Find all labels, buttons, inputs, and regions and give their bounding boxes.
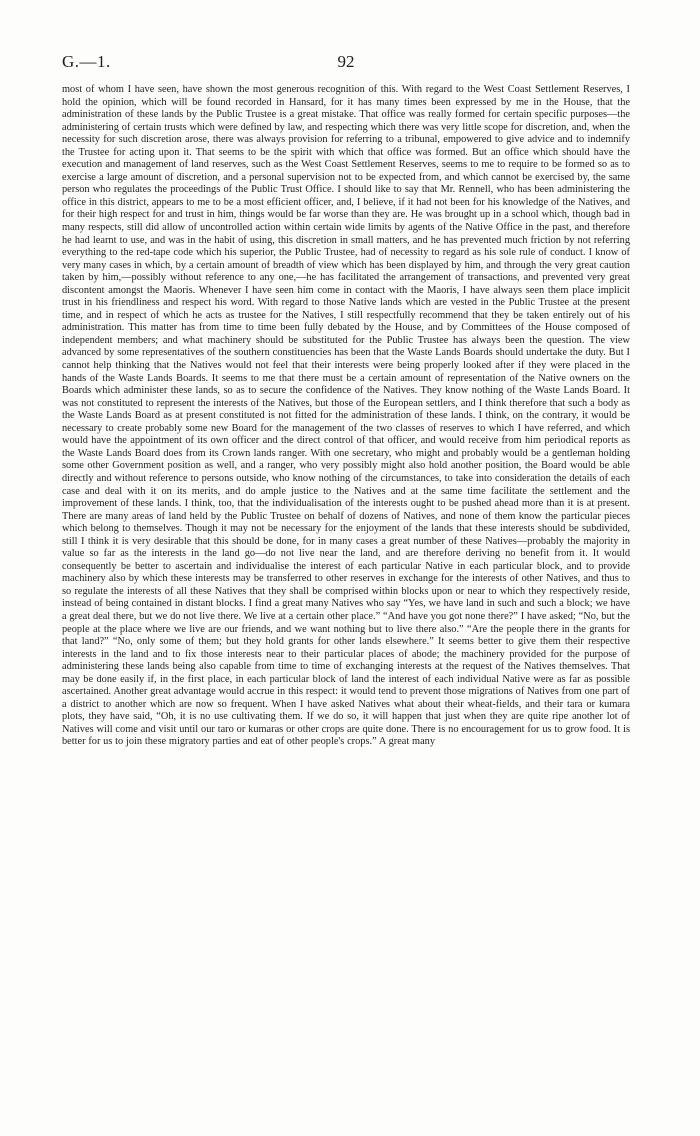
document-code: G.—1. xyxy=(62,52,111,71)
page-number: 92 xyxy=(337,52,355,71)
body-paragraph: most of whom I have seen, have shown the most generous recognition of this. With regard to the West Coast Settlement Reserves, I hold the opinion, which will be found recorded in Hansard, for it has many times been expressed by me in the House, that the administration of these lands by the Public Trustee is a great mistake. That office was really formed for certain specific purposes—the administering of certain trusts which were defined by law, and respecting which there was very little scope for discretion, and, when the necessity for such discretion arose, there was always provision for referring to a tribunal, empowered to give advice and to indemnify the Trustee for acting upon it. That seems to be the spirit with which that office was formed. But an office which should have the execution and management of land reserves, such as the West Coast Settlement Reserves, seems to me to require to be formed so as to exercise a large amount of discretion, and a personal supervision not to be expected from, and which cannot be exercised by, the same person who regulates the proceedings of the Public Trust Office. I should like to say that Mr. Rennell, who has been administering the office in this district, appears to me to be a most efficient officer, and, I believe, if it had not been for his knowledge of the Natives, and for their high respect for and trust in him, things would be far worse than they are. He was brought up in a school which, though bad in many respects, still did allow of uncontrolled action within certain wide limits by agents of the Native Office in the past, and therefore he had learnt to use, and was in the habit of using, this discretion in small matters, and he has prevented much friction by not referring everything to the red-tape code which his superior, the Public Trustee, had of necessity to regard as his sole rule of conduct. I know of very many cases in which, by a certain amount of breadth of view which has been displayed by him, and through the very great caution taken by him,—possibly without reference to any one,—he has facilitated the arrangement of transactions, and prevented very great discontent amongst the Maoris. Whenever I have seen him come in contact with the Maoris, I have always seen them place implicit trust in his friendliness and respect his word. With regard to those Native lands which are vested in the Public Trustee at the present time, and in respect of which he acts as trustee for the Natives, I still respectfully recommend that they be taken entirely out of his administration. This matter has from time to time been fully debated by the House, and by Committees of the House composed of independent members; and what machinery should be substituted for the Public Trustee has always been the question. The view advanced by some representatives of the southern constituencies has been that the Waste Lands Boards should undertake the duty. But I cannot help thinking that the Natives would not feel that their interests were being properly looked after if they were placed in the hands of the Waste Lands Boards. It seems to me that there must be a certain amount of representation of the Native owners on the Boards which administer these lands, so as to secure the confidence of the Natives. They know nothing of the Waste Lands Board. It was not constituted to represent the interests of the Natives, but those of the European settlers, and I think therefore that such a body as the Waste Lands Board as at present constituted is not fitted for the administration of these lands. I think, on the contrary, it would be necessary to create probably some new Board for the management of the two classes of reserves to which I have referred, and which would have the appointment of its own officer and the direct control of that officer, and would receive from him periodical reports as the Waste Lands Board does from its Crown lands ranger. With one secretary, who might and probably would be a gentleman holding some other Government position as well, and a ranger, who very possibly might also hold another position, the Board would be able directly and without reference to persons outside, who know nothing of the circumstances, to take into consideration the details of each case and deal with it on its merits, and do ample justice to the Natives and at the same time facilitate the settlement and the improvement of these lands. I think, too, that the individualisation of the interests ought to be pushed ahead more than it is at present. There are many areas of land held by the Public Trustee on behalf of dozens of Natives, and none of them know the particular pieces which belong to themselves. Though it may not be necessary for the enjoyment of the lands that these interests should be subdivided, still I think it is very desirable that this should be done, for in many cases a great number of these Natives—probably the majority in value so far as the interests in the land go—do not live near the land, and are therefore deriving no benefit from it. It would consequently be better to ascertain and individualise the interest of each particular Native in each particular block, and to provide machinery also by which these interests may be transferred to other reserves in exchange for the interests of other Natives, and thus to so regulate the interests of all these Natives that they shall be comprised within blocks upon or near to which they respectively reside, instead of being contained in distant blocks. I find a great many Natives who say “Yes, we have land in such and such a block; we have a great deal there, but we do not live there. We live at a certain other place.” “And have you got none there?” I have asked; “No, but the people at the place where we live are our friends, and we want nothing but to live there also.” “Are the people there in the grants for that land?” “No, only some of them; but they hold grants for other lands elsewhere.” It seems better to give them their respective interests in the land and to fix those interests near to their particular places of abode; the machinery provided for the purpose of administering these lands being also capable from time to time of exchanging interests at the request of the Natives themselves. That may be done easily if, in the first place, in each particular block of land the interest of each individual Native were as far as possible ascertained. Another great advantage would accrue in this respect: it would tend to prevent those migrations of Natives from one part of a district to another which are now so frequent. When I have asked Natives what about their wheat-fields, and their tara or kumara plots, they have said, “Oh, it is no use cultivating them. If we do so, it will happen that just when they are quite ripe another lot of Natives will come and visit until our taro or kumaras or other crops are quite done. There is no encouragement for us to grow food. It is better for us to join these migratory parties and eat of other people's crops.” A great many xyxy=(62,84,630,748)
page-header xyxy=(62,52,630,76)
